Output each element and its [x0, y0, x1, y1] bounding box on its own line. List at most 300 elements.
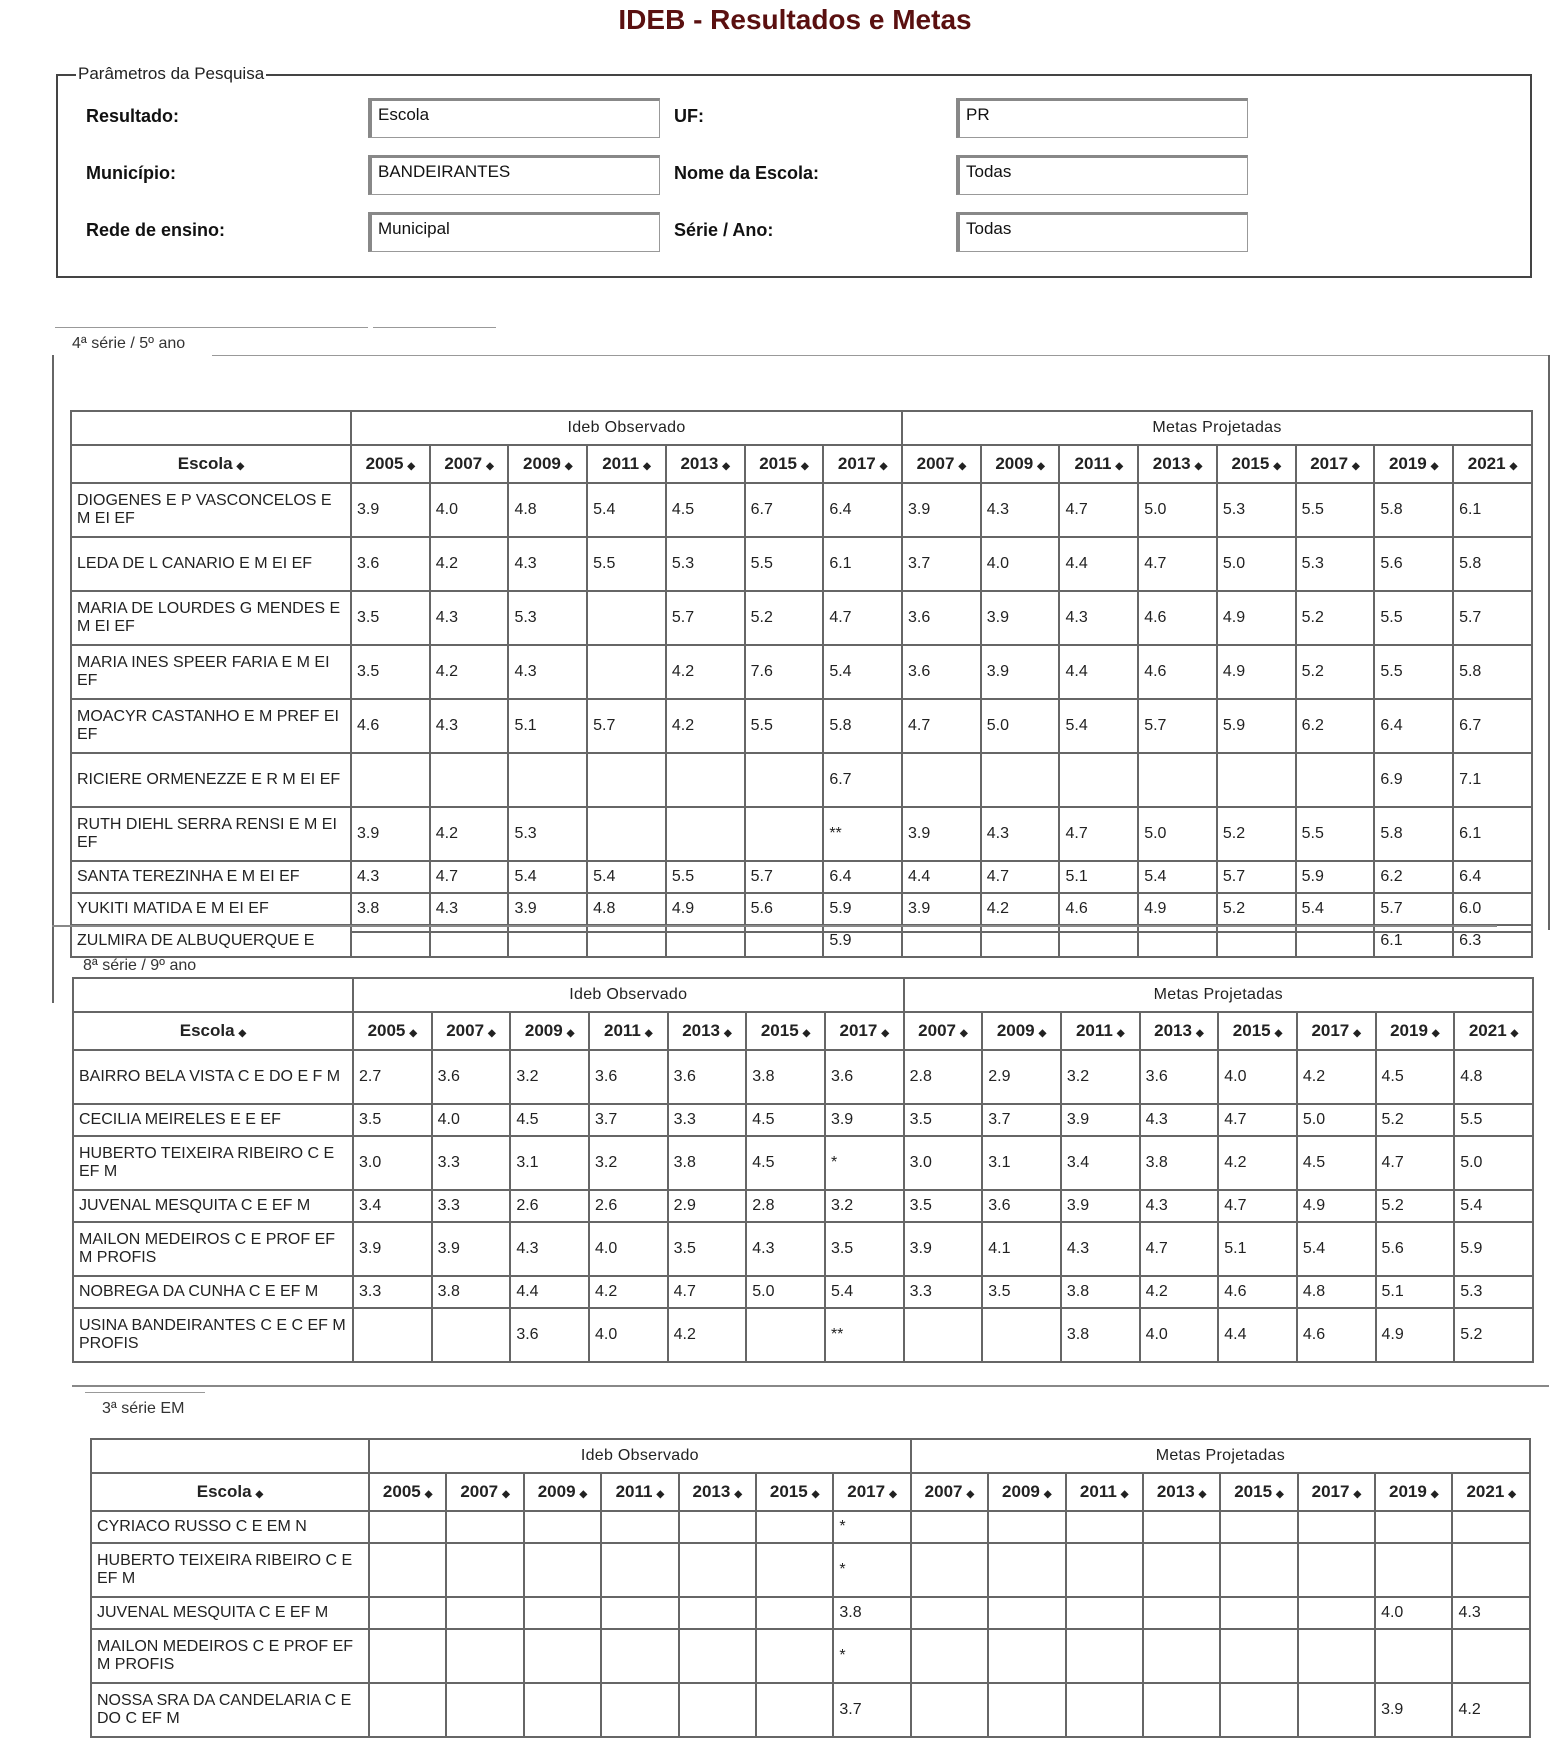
sort-icon: ◆ — [1353, 1489, 1362, 1500]
sort-icon: ◆ — [238, 1028, 247, 1039]
goal-value-cell: 4.3 — [1059, 591, 1138, 645]
observed-value-cell — [369, 1629, 446, 1683]
sort-icon: ◆ — [564, 461, 573, 472]
goal-value-cell: 4.7 — [1059, 807, 1138, 861]
goal-value-cell — [911, 1597, 988, 1629]
observed-value-cell — [587, 591, 666, 645]
sort-observed-2005-header[interactable]: 2005 ◆ — [369, 1473, 446, 1511]
goal-value-cell: 5.3 — [1454, 1276, 1533, 1308]
goal-value-cell — [1375, 1511, 1452, 1543]
sort-observed-2005-header[interactable]: 2005 ◆ — [351, 445, 430, 483]
goal-value-cell: 5.0 — [1138, 483, 1217, 537]
observed-value-cell: * — [833, 1629, 910, 1683]
goal-value-cell — [1066, 1543, 1143, 1597]
tab-line — [212, 355, 1549, 356]
serie-field[interactable]: Todas — [956, 212, 1248, 252]
sort-observed-2011-header[interactable]: 2011 ◆ — [589, 1012, 668, 1050]
goal-value-cell — [1138, 925, 1217, 957]
goal-value-cell — [1220, 1543, 1297, 1597]
goal-value-cell: 4.6 — [1138, 591, 1217, 645]
goal-value-cell: 5.5 — [1374, 591, 1453, 645]
goal-value-cell — [1066, 1629, 1143, 1683]
goal-value-cell: 4.5 — [1376, 1050, 1455, 1104]
goal-value-cell — [1220, 1597, 1297, 1629]
table-row — [73, 1104, 1533, 1136]
table-row — [71, 807, 1532, 861]
observed-value-cell — [679, 1511, 756, 1543]
header-corner — [73, 978, 353, 1012]
sort-goal-2009-header[interactable]: 2009 ◆ — [988, 1473, 1065, 1511]
observed-value-cell: 3.8 — [351, 893, 430, 925]
observed-value-cell: 4.3 — [510, 1222, 589, 1276]
observed-value-cell: 3.7 — [833, 1683, 910, 1737]
goal-value-cell: 4.2 — [1452, 1683, 1530, 1737]
sort-icon: ◆ — [1038, 1028, 1047, 1039]
sort-icon: ◆ — [1273, 461, 1282, 472]
sort-observed-2013-header[interactable]: 2013 ◆ — [668, 1012, 747, 1050]
observed-value-cell: 3.8 — [432, 1276, 511, 1308]
observed-value-cell: 3.6 — [510, 1308, 589, 1362]
observed-value-cell — [351, 925, 430, 957]
observed-value-cell: 3.3 — [353, 1276, 432, 1308]
goal-value-cell: 5.6 — [1374, 537, 1453, 591]
goal-value-cell — [1059, 753, 1138, 807]
tab-line — [55, 327, 213, 328]
observed-value-cell: 3.6 — [589, 1050, 668, 1104]
sort-icon: ◆ — [1037, 461, 1045, 472]
sort-icon: ◆ — [409, 1028, 418, 1039]
observed-value-cell — [756, 1629, 833, 1683]
goal-value-cell — [1298, 1543, 1375, 1597]
observed-value-cell: 5.5 — [666, 861, 745, 893]
observed-value-cell: 5.9 — [823, 925, 902, 957]
observed-value-cell — [587, 807, 666, 861]
table-row — [71, 591, 1532, 645]
sort-goal-2013-header[interactable]: 2013 ◆ — [1138, 445, 1217, 483]
municipio-label: Município: — [86, 163, 176, 183]
observed-value-cell: 3.7 — [589, 1104, 668, 1136]
table-row — [91, 1511, 1530, 1543]
page-title: IDEB - Resultados e Metas — [618, 4, 972, 35]
observed-value-cell: 4.0 — [432, 1104, 511, 1136]
tab-serie-5[interactable]: 4ª série / 5º ano — [72, 335, 186, 352]
sort-goal-2017-header[interactable]: 2017 ◆ — [1297, 1012, 1376, 1050]
observed-value-cell: 6.1 — [823, 537, 902, 591]
observed-value-cell: 6.4 — [823, 861, 902, 893]
goal-value-cell — [902, 925, 981, 957]
observed-value-cell: 5.1 — [508, 699, 587, 753]
goal-value-cell: 6.3 — [1453, 925, 1532, 957]
sort-goal-2013-header[interactable]: 2013 ◆ — [1143, 1473, 1220, 1511]
observed-value-cell: 4.2 — [430, 645, 509, 699]
sort-goal-2015-header[interactable]: 2015 ◆ — [1217, 445, 1296, 483]
observed-value-cell — [746, 1308, 825, 1362]
rede-field[interactable]: Municipal — [368, 212, 660, 252]
table-row — [71, 893, 1532, 925]
observed-value-cell: 5.8 — [823, 699, 902, 753]
observed-value-cell: 5.4 — [823, 645, 902, 699]
sort-observed-2009-header[interactable]: 2009 ◆ — [508, 445, 587, 483]
goal-value-cell — [988, 1543, 1065, 1597]
observed-value-cell — [587, 925, 666, 957]
goal-value-cell: 2.9 — [982, 1050, 1061, 1104]
goal-value-cell: 4.2 — [1218, 1136, 1297, 1190]
observed-value-cell: 3.5 — [668, 1222, 747, 1276]
goal-value-cell: 4.0 — [1140, 1308, 1219, 1362]
goal-value-cell: 4.7 — [1218, 1190, 1297, 1222]
goal-value-cell: 4.1 — [982, 1222, 1061, 1276]
goal-value-cell: 6.1 — [1453, 807, 1532, 861]
sort-goal-2021-header[interactable]: 2021 ◆ — [1453, 445, 1532, 483]
goal-value-cell: 4.4 — [1218, 1308, 1297, 1362]
observed-value-cell: * — [825, 1136, 904, 1190]
goal-value-cell: 3.6 — [902, 591, 981, 645]
tab-line — [373, 327, 496, 328]
school-name-cell: MARIA INES SPEER FARIA E M EI EF — [71, 645, 351, 699]
sort-icon: ◆ — [1431, 1028, 1440, 1039]
observed-value-cell: 4.5 — [746, 1104, 825, 1136]
observed-value-cell — [369, 1543, 446, 1597]
goal-value-cell: 5.2 — [1296, 591, 1375, 645]
sort-goal-2009-header[interactable]: 2009 ◆ — [981, 445, 1060, 483]
goal-value-cell — [1298, 1597, 1375, 1629]
goal-value-cell — [1143, 1629, 1220, 1683]
observed-value-cell: 3.5 — [353, 1104, 432, 1136]
goal-value-cell: 4.7 — [981, 861, 1060, 893]
school-name-cell: YUKITI MATIDA E M EI EF — [71, 893, 351, 925]
goal-value-cell: 4.3 — [1061, 1222, 1140, 1276]
observed-value-cell: 5.5 — [745, 699, 824, 753]
observed-value-cell: 6.4 — [823, 483, 902, 537]
goal-value-cell — [1452, 1629, 1530, 1683]
sort-observed-2015-header[interactable]: 2015 ◆ — [745, 445, 824, 483]
observed-value-cell — [369, 1683, 446, 1737]
school-name-cell: NOSSA SRA DA CANDELARIA C E DO C EF M — [91, 1683, 369, 1737]
sort-observed-2013-header[interactable]: 2013 ◆ — [666, 445, 745, 483]
goal-value-cell: 4.6 — [1218, 1276, 1297, 1308]
school-name-cell: RICIERE ORMENEZZE E R M EI EF — [71, 753, 351, 807]
observed-value-cell — [446, 1511, 523, 1543]
goal-value-cell: 4.3 — [1140, 1190, 1219, 1222]
sort-observed-2009-header[interactable]: 2009 ◆ — [524, 1473, 601, 1511]
sort-observed-2011-header[interactable]: 2011 ◆ — [601, 1473, 678, 1511]
goal-value-cell — [911, 1629, 988, 1683]
sort-goal-2021-header[interactable]: 2021 ◆ — [1452, 1473, 1530, 1511]
goal-value-cell: 4.9 — [1138, 893, 1217, 925]
goal-value-cell: 5.0 — [1454, 1136, 1533, 1190]
goal-value-cell: 6.4 — [1374, 699, 1453, 753]
observed-value-cell: 4.7 — [430, 861, 509, 893]
sort-goal-2017-header[interactable]: 2017 ◆ — [1298, 1473, 1375, 1511]
observed-value-cell: 4.2 — [589, 1276, 668, 1308]
observed-value-cell — [601, 1597, 678, 1629]
header-corner — [91, 1439, 369, 1473]
sort-goal-2011-header[interactable]: 2011 ◆ — [1066, 1473, 1143, 1511]
sort-school-header[interactable]: Escola ◆ — [71, 445, 351, 483]
goal-value-cell — [1066, 1511, 1143, 1543]
goal-value-cell: 4.2 — [1297, 1050, 1376, 1104]
sort-observed-2015-header[interactable]: 2015 ◆ — [756, 1473, 833, 1511]
sort-goal-2009-header[interactable]: 2009 ◆ — [982, 1012, 1061, 1050]
goal-value-cell: 5.3 — [1217, 483, 1296, 537]
observed-value-cell — [587, 645, 666, 699]
sort-goal-2007-header[interactable]: 2007 ◆ — [911, 1473, 988, 1511]
tab-serie-9[interactable]: 8ª série / 9º ano — [83, 957, 197, 974]
goal-value-cell: 4.7 — [1376, 1136, 1455, 1190]
goal-value-cell: 6.4 — [1453, 861, 1532, 893]
observed-value-cell — [666, 925, 745, 957]
sort-observed-2007-header[interactable]: 2007 ◆ — [432, 1012, 511, 1050]
resultado-field[interactable]: Escola — [368, 98, 660, 138]
observed-value-cell: 4.3 — [430, 591, 509, 645]
observed-value-cell: 3.6 — [668, 1050, 747, 1104]
school-name-cell: MAILON MEDEIROS C E PROF EF M PROFIS — [73, 1222, 353, 1276]
sort-icon: ◆ — [722, 461, 730, 472]
observed-value-cell — [679, 1683, 756, 1737]
goal-value-cell: 4.7 — [902, 699, 981, 753]
observed-value-cell: 3.1 — [510, 1136, 589, 1190]
goal-value-cell: 5.7 — [1374, 893, 1453, 925]
sort-observed-2015-header[interactable]: 2015 ◆ — [746, 1012, 825, 1050]
sort-icon: ◆ — [1430, 461, 1439, 472]
sort-goal-2015-header[interactable]: 2015 ◆ — [1220, 1473, 1297, 1511]
section-divider — [72, 1385, 1549, 1387]
sort-icon: ◆ — [407, 461, 416, 472]
goal-value-cell — [1217, 925, 1296, 957]
observed-value-cell: 5.2 — [745, 591, 824, 645]
goal-value-cell: 4.9 — [1217, 591, 1296, 645]
observed-value-cell — [679, 1543, 756, 1597]
observed-value-cell — [745, 925, 824, 957]
serie-label: Série / Ano: — [674, 220, 774, 240]
observed-value-cell: 3.4 — [353, 1190, 432, 1222]
sort-goal-2011-header[interactable]: 2011 ◆ — [1059, 445, 1138, 483]
municipio-field[interactable]: BANDEIRANTES — [368, 155, 660, 195]
observed-value-cell: 4.7 — [668, 1276, 747, 1308]
table-row — [73, 1276, 1533, 1308]
sort-icon: ◆ — [502, 1489, 510, 1500]
tab-em-3[interactable]: 3ª série EM — [102, 1400, 185, 1417]
goal-value-cell: 4.7 — [1140, 1222, 1219, 1276]
observed-value-cell — [369, 1597, 446, 1629]
sort-icon: ◆ — [724, 1028, 732, 1039]
sort-goal-2013-header[interactable]: 2013 ◆ — [1140, 1012, 1219, 1050]
sort-icon: ◆ — [802, 1028, 811, 1039]
sort-icon: ◆ — [1194, 461, 1203, 472]
observed-value-cell: 5.7 — [587, 699, 666, 753]
observed-value-cell: 4.0 — [430, 483, 509, 537]
observed-value-cell — [353, 1308, 432, 1362]
goal-value-cell — [1220, 1683, 1297, 1737]
sort-icon: ◆ — [879, 461, 888, 472]
school-name-cell: USINA BANDEIRANTES C E C EF M PROFIS — [73, 1308, 353, 1362]
goal-value-cell: 3.7 — [902, 537, 981, 591]
school-name-field[interactable]: Todas — [956, 155, 1248, 195]
goal-value-cell: 3.4 — [1061, 1136, 1140, 1190]
sort-icon: ◆ — [1274, 1028, 1283, 1039]
goal-value-cell: 5.7 — [1138, 699, 1217, 753]
observed-value-cell: 5.3 — [508, 807, 587, 861]
goal-value-cell: 4.2 — [981, 893, 1060, 925]
goal-value-cell: 5.4 — [1059, 699, 1138, 753]
observed-value-cell: 3.6 — [825, 1050, 904, 1104]
goal-value-cell: 2.8 — [904, 1050, 983, 1104]
school-name-cell: LEDA DE L CANARIO E M EI EF — [71, 537, 351, 591]
observed-value-cell: 3.0 — [353, 1136, 432, 1190]
sort-observed-2017-header[interactable]: 2017 ◆ — [833, 1473, 910, 1511]
goal-value-cell: 6.0 — [1453, 893, 1532, 925]
goal-value-cell: 3.6 — [982, 1190, 1061, 1222]
tab-line — [213, 327, 368, 328]
sort-goal-2017-header[interactable]: 2017 ◆ — [1296, 445, 1375, 483]
goal-value-cell — [982, 1308, 1061, 1362]
sort-goal-2019-header[interactable]: 2019 ◆ — [1375, 1473, 1452, 1511]
tab-line — [85, 1392, 205, 1393]
sort-icon: ◆ — [889, 1489, 897, 1500]
sort-goal-2007-header[interactable]: 2007 ◆ — [902, 445, 981, 483]
goal-value-cell — [1452, 1511, 1530, 1543]
goals-group-header: Metas Projetadas — [904, 978, 1533, 1012]
table-row — [91, 1597, 1530, 1629]
table-row — [91, 1683, 1530, 1737]
sort-observed-2013-header[interactable]: 2013 ◆ — [679, 1473, 756, 1511]
goal-value-cell: 4.4 — [1059, 537, 1138, 591]
goal-value-cell: 3.8 — [1140, 1136, 1219, 1190]
goal-value-cell: 5.8 — [1374, 807, 1453, 861]
goal-value-cell: 4.6 — [1297, 1308, 1376, 1362]
goal-value-cell — [1375, 1629, 1452, 1683]
observed-value-cell: 3.2 — [589, 1136, 668, 1190]
goal-value-cell — [1143, 1511, 1220, 1543]
observed-value-cell: 4.2 — [666, 699, 745, 753]
observed-value-cell: 3.5 — [351, 645, 430, 699]
observed-value-cell: 3.6 — [432, 1050, 511, 1104]
goal-value-cell: 3.9 — [981, 645, 1060, 699]
observed-value-cell — [679, 1629, 756, 1683]
observed-value-cell — [601, 1683, 678, 1737]
goal-value-cell: 4.7 — [1218, 1104, 1297, 1136]
sort-icon: ◆ — [1509, 461, 1518, 472]
school-name-cell: CYRIACO RUSSO C E EM N — [91, 1511, 369, 1543]
goal-value-cell: 4.7 — [1138, 537, 1217, 591]
goal-value-cell: 3.9 — [902, 807, 981, 861]
sort-goal-2007-header[interactable]: 2007 ◆ — [904, 1012, 983, 1050]
goal-value-cell: 6.7 — [1453, 699, 1532, 753]
observed-value-cell: 7.6 — [745, 645, 824, 699]
search-parameters-panel — [56, 64, 1532, 278]
goal-value-cell: 7.1 — [1453, 753, 1532, 807]
sort-icon: ◆ — [1352, 461, 1360, 472]
school-name-cell: MOACYR CASTANHO E M PREF EI EF — [71, 699, 351, 753]
sort-icon: ◆ — [734, 1489, 743, 1500]
sort-icon: ◆ — [566, 1028, 575, 1039]
sort-school-header[interactable]: Escola ◆ — [91, 1473, 369, 1511]
goal-value-cell — [1452, 1543, 1530, 1597]
goal-value-cell: 5.4 — [1138, 861, 1217, 893]
goal-value-cell: 3.9 — [1061, 1190, 1140, 1222]
school-name-cell: SANTA TEREZINHA E M EI EF — [71, 861, 351, 893]
sort-icon: ◆ — [959, 1028, 968, 1039]
goal-value-cell: 5.0 — [1297, 1104, 1376, 1136]
sort-goal-2019-header[interactable]: 2019 ◆ — [1374, 445, 1453, 483]
sort-observed-2009-header[interactable]: 2009 ◆ — [510, 1012, 589, 1050]
sort-observed-2017-header[interactable]: 2017 ◆ — [823, 445, 902, 483]
goal-value-cell — [1298, 1511, 1375, 1543]
goal-value-cell: 3.9 — [1061, 1104, 1140, 1136]
observed-value-cell: 5.4 — [825, 1276, 904, 1308]
table-row — [73, 1050, 1533, 1104]
observed-value-cell: 3.9 — [508, 893, 587, 925]
observed-value-cell: 4.8 — [508, 483, 587, 537]
goal-value-cell — [1217, 753, 1296, 807]
observed-value-cell — [666, 753, 745, 807]
goal-value-cell: 4.3 — [981, 807, 1060, 861]
observed-value-cell: 4.3 — [508, 537, 587, 591]
sort-observed-2011-header[interactable]: 2011 ◆ — [587, 445, 666, 483]
observed-value-cell — [446, 1543, 523, 1597]
sort-observed-2007-header[interactable]: 2007 ◆ — [446, 1473, 523, 1511]
sort-goal-2015-header[interactable]: 2015 ◆ — [1218, 1012, 1297, 1050]
school-name-cell: CECILIA MEIRELES E E EF — [73, 1104, 353, 1136]
sort-observed-2017-header[interactable]: 2017 ◆ — [825, 1012, 904, 1050]
goal-value-cell: 5.6 — [1376, 1222, 1455, 1276]
observed-value-cell: * — [833, 1511, 910, 1543]
goal-value-cell: 3.5 — [904, 1104, 983, 1136]
observed-value-cell: 4.3 — [430, 893, 509, 925]
uf-field[interactable]: PR — [956, 98, 1248, 138]
sort-icon: ◆ — [486, 461, 494, 472]
sort-school-header[interactable]: Escola ◆ — [73, 1012, 353, 1050]
uf-label: UF: — [674, 106, 704, 126]
sort-goal-2021-header[interactable]: 2021 ◆ — [1454, 1012, 1533, 1050]
observed-value-cell — [679, 1597, 756, 1629]
goal-value-cell — [981, 925, 1060, 957]
sort-goal-2019-header[interactable]: 2019 ◆ — [1376, 1012, 1455, 1050]
goal-value-cell — [988, 1597, 1065, 1629]
school-name-label: Nome da Escola: — [674, 163, 820, 183]
sort-observed-2007-header[interactable]: 2007 ◆ — [430, 445, 509, 483]
sort-icon: ◆ — [1430, 1489, 1439, 1500]
observed-value-cell — [430, 925, 509, 957]
observed-value-cell: 5.0 — [746, 1276, 825, 1308]
sort-observed-2005-header[interactable]: 2005 ◆ — [353, 1012, 432, 1050]
sort-icon: ◆ — [881, 1028, 890, 1039]
sort-icon: ◆ — [236, 461, 245, 472]
goal-value-cell — [1375, 1543, 1452, 1597]
observed-value-cell: 4.2 — [430, 537, 509, 591]
school-name-cell: JUVENAL MESQUITA C E EF M — [91, 1597, 369, 1629]
goal-value-cell: 5.9 — [1217, 699, 1296, 753]
school-name-cell: HUBERTO TEIXEIRA RIBEIRO C E EF M — [73, 1136, 353, 1190]
observed-value-cell: 2.8 — [746, 1190, 825, 1222]
goal-value-cell: 5.8 — [1453, 645, 1532, 699]
observed-value-cell: 4.0 — [589, 1222, 668, 1276]
sort-icon: ◆ — [958, 461, 967, 472]
school-name-cell: BAIRRO BELA VISTA C E DO E F M — [73, 1050, 353, 1104]
section-divider — [52, 925, 1497, 927]
observed-value-cell: 5.3 — [666, 537, 745, 591]
observed-value-cell: 5.7 — [745, 861, 824, 893]
observed-value-cell — [369, 1511, 446, 1543]
goal-value-cell: 5.4 — [1296, 893, 1375, 925]
sort-icon: ◆ — [424, 1489, 433, 1500]
goal-value-cell: 3.5 — [982, 1276, 1061, 1308]
goal-value-cell: 3.3 — [904, 1276, 983, 1308]
observed-value-cell: 6.7 — [745, 483, 824, 537]
observed-value-cell: 4.2 — [430, 807, 509, 861]
observed-value-cell: 4.2 — [666, 645, 745, 699]
sort-goal-2011-header[interactable]: 2011 ◆ — [1061, 1012, 1140, 1050]
